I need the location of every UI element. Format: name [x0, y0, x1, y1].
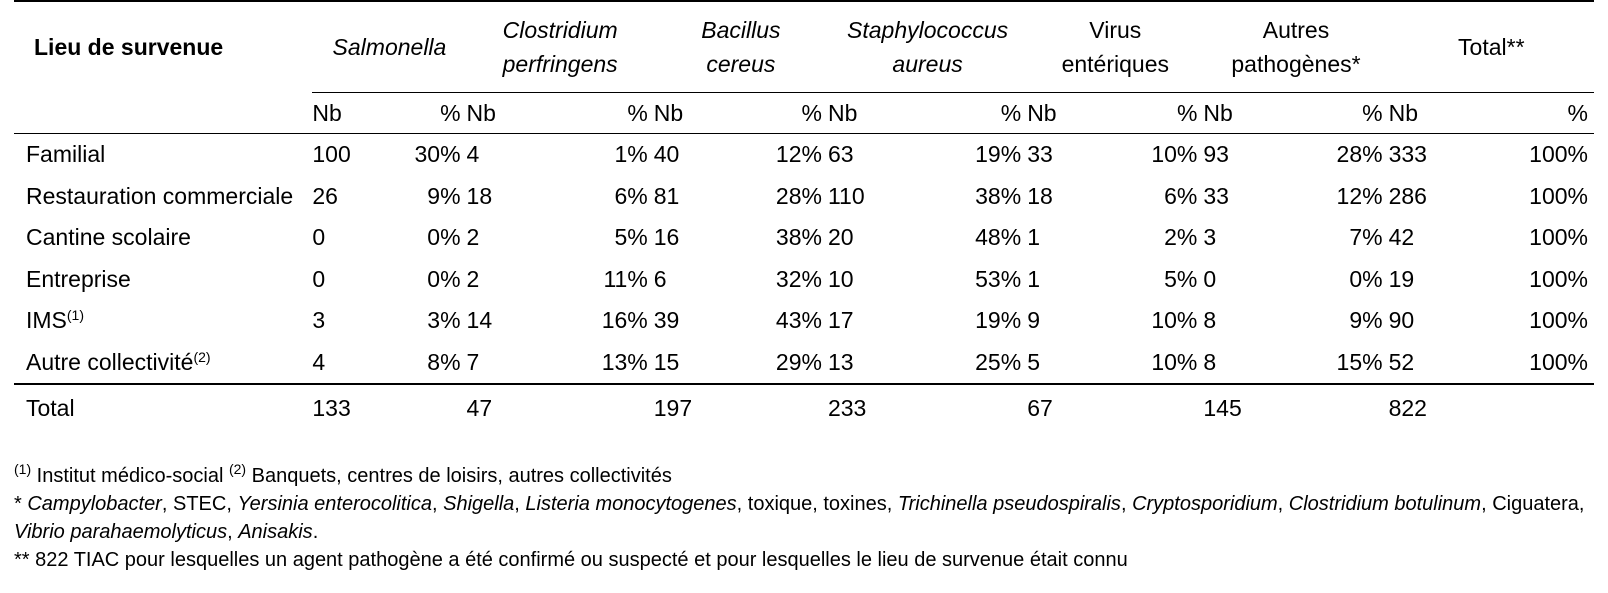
cell-percent — [1090, 384, 1203, 431]
table-wrapper — [14, 0, 1594, 431]
cell-percent: 6% — [614, 182, 648, 209]
row-label — [14, 259, 312, 301]
footnote-other-pathogens — [14, 490, 1599, 546]
cell-percent — [1452, 384, 1594, 431]
cell-count: 17 — [827, 307, 854, 334]
cell-percent: 100% — [1529, 182, 1588, 209]
cell-percent: 0% — [427, 265, 461, 292]
cell-count: 133 — [312, 394, 351, 421]
cell-count: 3 — [1203, 224, 1217, 251]
cell-count: 197 — [653, 394, 693, 421]
cell-percent: 10% — [1090, 342, 1203, 385]
cell-count: 9 — [1027, 307, 1040, 334]
subheader-nb: Nb — [1389, 93, 1452, 134]
cell-count: 63 — [828, 134, 891, 176]
cell-percent: 100% — [1452, 134, 1594, 176]
footnote-pathogen-name: Clostridium botulinum — [1288, 493, 1482, 515]
subheader-pct: % — [375, 93, 466, 134]
row-label — [14, 300, 312, 342]
row-label — [14, 217, 312, 259]
cell-count: 1 — [1027, 224, 1040, 251]
cell-percent: 100% — [1529, 307, 1588, 334]
cell-count: 0 — [312, 265, 326, 292]
table-row — [14, 259, 1594, 301]
cell-percent: 12% — [717, 134, 828, 176]
cell-count: 47 — [466, 394, 493, 421]
footnote-text-part: , — [1120, 493, 1133, 515]
cell-count: 40 — [654, 134, 717, 176]
cell-percent: 2% — [1164, 224, 1198, 251]
cell-percent: 5% — [1164, 265, 1198, 292]
column-header-line2: perfringens — [502, 51, 618, 77]
cell-count: 2 — [466, 224, 480, 251]
cell-percent — [375, 384, 466, 431]
cell-percent: 13% — [530, 342, 654, 385]
cell-count: 16 — [653, 224, 680, 251]
header-row — [14, 1, 1594, 93]
cell-count: 10 — [827, 265, 854, 292]
footnote-pathogen-name: Yersinia enterocolitica — [237, 493, 432, 515]
cell-percent: 28% — [1266, 134, 1388, 176]
column-header — [1027, 1, 1203, 93]
column-header-line1: Bacillus — [701, 17, 781, 43]
cell-percent — [891, 384, 1027, 431]
column-header — [1389, 1, 1594, 93]
table-body — [14, 134, 1594, 432]
column-header — [828, 1, 1027, 93]
cell-percent: 8% — [375, 342, 466, 385]
footnotes — [14, 455, 1599, 574]
row-label — [14, 176, 312, 218]
column-header — [1203, 1, 1388, 93]
cell-percent: 1% — [530, 134, 654, 176]
cell-percent: 19% — [975, 307, 1022, 334]
footnote-pathogen-name: Anisakis — [238, 521, 313, 543]
cell-count: 4 — [467, 134, 530, 176]
cell-count: 33 — [1203, 182, 1229, 209]
row-label-text: Autre collectivité — [26, 348, 194, 375]
row-label-footnote-marker: (1) — [66, 307, 85, 324]
cell-count: 18 — [466, 182, 493, 209]
cell-count: 6 — [653, 265, 667, 292]
table-row — [14, 300, 1594, 342]
cell-count: 20 — [827, 224, 854, 251]
subheader-row — [14, 93, 1594, 134]
column-header-line1: Total** — [1458, 34, 1525, 60]
cell-percent: 100% — [1529, 224, 1588, 251]
cell-count: 8 — [1203, 342, 1266, 385]
footnote-pathogen-name: Cryptosporidium — [1132, 493, 1278, 515]
cell-percent — [530, 384, 654, 431]
cell-percent: 43% — [775, 307, 822, 334]
footnote-pathogen-name: Campylobacter — [27, 493, 162, 515]
subheader-pct: % — [530, 93, 654, 134]
footnote-text-part: , — [514, 493, 526, 515]
cell-count: 14 — [466, 307, 493, 334]
row-label-footnote-marker: (2) — [193, 348, 211, 365]
cell-percent: 9% — [427, 182, 461, 209]
footnote-text-part: , toxique, toxines, — [736, 493, 898, 515]
cell-count: 7 — [467, 342, 530, 385]
subheader-pct: % — [1266, 93, 1388, 134]
row-label-text: Cantine scolaire — [26, 224, 191, 251]
footnote-text-part: , Ciguatera, — [1481, 493, 1585, 515]
cell-count: 100 — [312, 134, 375, 176]
cell-percent — [1266, 384, 1388, 431]
footnote-pathogen-name: Listeria monocytogenes — [525, 493, 737, 515]
cell-count: 42 — [1388, 224, 1415, 251]
subheader-pct: % — [717, 93, 828, 134]
cell-count: 39 — [653, 307, 680, 334]
subheader-nb: Nb — [312, 93, 375, 134]
cell-percent: 9% — [1349, 307, 1383, 334]
cell-count: 333 — [1389, 134, 1452, 176]
cell-count: 233 — [827, 394, 867, 421]
cell-count: 93 — [1203, 134, 1266, 176]
cell-count: 5 — [1027, 342, 1090, 385]
row-label-text: IMS — [26, 307, 67, 334]
cell-count: 81 — [653, 182, 680, 209]
cell-percent: 53% — [975, 265, 1022, 292]
cell-percent: 48% — [975, 224, 1022, 251]
cell-percent: 25% — [891, 342, 1027, 385]
cell-count: 15 — [654, 342, 717, 385]
subheader-pct: % — [1090, 93, 1203, 134]
column-header — [312, 1, 466, 93]
cell-count: 19 — [1388, 265, 1415, 292]
cell-percent: 3% — [427, 307, 461, 334]
footnote-pathogen-name: Vibrio parahaemolyticus — [14, 521, 228, 543]
cell-count: 26 — [312, 182, 338, 209]
row-label-text: Entreprise — [26, 265, 131, 292]
cell-percent: 6% — [1164, 182, 1198, 209]
cell-percent: 28% — [775, 182, 822, 209]
cell-count: 286 — [1388, 182, 1427, 209]
total-row — [14, 384, 1594, 431]
cell-percent — [717, 384, 828, 431]
column-header-line2: cereus — [706, 51, 776, 77]
row-label-text: Restauration commerciale — [26, 182, 294, 209]
footnote-2-text: Banquets, centres de loisirs, autres collectivités — [246, 465, 672, 487]
footnote-text-part: , — [1277, 493, 1289, 515]
cell-percent: 32% — [775, 265, 822, 292]
column-header-line1: Autres — [1262, 17, 1330, 43]
column-header — [654, 1, 828, 93]
cell-count: 1 — [1027, 265, 1040, 292]
cell-count: 110 — [827, 182, 865, 209]
subheader-nb: Nb — [654, 93, 717, 134]
column-header-line1: Staphylococcus — [847, 17, 1009, 43]
cell-percent: 5% — [614, 224, 648, 251]
place-header: Lieu de survenue — [14, 1, 312, 93]
cell-percent: 38% — [775, 224, 822, 251]
cell-count: 52 — [1389, 342, 1452, 385]
footnote-text-part: . — [312, 521, 319, 543]
subheader-nb: Nb — [467, 93, 530, 134]
subheader-nb: Nb — [1203, 93, 1266, 134]
footnote-text-part: , — [432, 493, 444, 515]
cell-count: 822 — [1388, 394, 1427, 421]
cell-percent: 19% — [891, 134, 1027, 176]
footnote-text-part: , STEC, — [161, 493, 238, 515]
footnote-text-part: , — [227, 521, 239, 543]
cell-percent: 12% — [1336, 182, 1383, 209]
footnote-marker-2: (2) — [228, 461, 247, 477]
cell-count: 8 — [1203, 307, 1217, 334]
cell-count: 18 — [1027, 182, 1053, 209]
cell-percent: 0% — [1349, 265, 1383, 292]
subheader-pct: % — [891, 93, 1027, 134]
cell-percent: 30% — [375, 134, 466, 176]
cell-count: 0 — [1203, 265, 1217, 292]
table-row — [14, 217, 1594, 259]
cell-count: 145 — [1203, 394, 1242, 421]
footnote-total: ** 822 TIAC pour lesquelles un agent pathogène a été confirmé ou suspecté et pour lesquelles le lieu de survenue était connu — [14, 549, 1128, 571]
cell-count: 2 — [466, 265, 480, 292]
cell-percent: 10% — [1151, 307, 1198, 334]
subheader-nb: Nb — [1027, 93, 1090, 134]
row-label — [14, 384, 312, 431]
row-label — [14, 342, 312, 385]
row-label-text: Total — [26, 394, 75, 421]
cell-percent: 38% — [975, 182, 1022, 209]
subheader-blank — [14, 93, 312, 134]
cell-count: 90 — [1388, 307, 1415, 334]
footnote-pathogen-name: Shigella — [443, 493, 515, 515]
cell-percent: 10% — [1090, 134, 1203, 176]
column-header-line1: Salmonella — [332, 34, 447, 60]
footnote-marker-1: (1) — [14, 461, 32, 477]
cell-percent: 100% — [1452, 342, 1594, 385]
cell-percent: 29% — [717, 342, 828, 385]
table-row — [14, 134, 1594, 176]
cell-percent: 15% — [1266, 342, 1388, 385]
table-row — [14, 342, 1594, 385]
row-label-text: Familial — [26, 141, 106, 168]
column-header-line2: aureus — [892, 51, 963, 77]
data-table — [14, 0, 1594, 431]
footnote-pathogen-name: Trichinella pseudospiralis — [897, 493, 1121, 515]
cell-count: 67 — [1027, 394, 1053, 421]
cell-count: 4 — [312, 342, 375, 385]
row-label — [14, 134, 312, 176]
cell-count: 3 — [312, 307, 326, 334]
column-header-line1: Virus — [1089, 17, 1142, 43]
column-header-line2: entériques — [1061, 51, 1169, 77]
footnote-star-prefix: * — [14, 493, 28, 515]
footnote-1-2 — [14, 455, 1599, 490]
cell-percent: 16% — [601, 307, 648, 334]
column-header-line1: Clostridium — [502, 17, 618, 43]
cell-count: 0 — [312, 224, 326, 251]
cell-percent: 7% — [1349, 224, 1383, 251]
cell-percent: 0% — [427, 224, 461, 251]
cell-count: 13 — [828, 342, 891, 385]
cell-count: 33 — [1027, 134, 1090, 176]
column-header-line2: pathogènes* — [1231, 51, 1361, 77]
column-header — [467, 1, 654, 93]
subheader-pct: % — [1452, 93, 1594, 134]
cell-percent: 11% — [603, 265, 648, 292]
table-row — [14, 176, 1594, 218]
subheader-nb: Nb — [828, 93, 891, 134]
cell-percent: 100% — [1529, 265, 1588, 292]
footnote-1-text: Institut médico-social — [31, 465, 229, 487]
